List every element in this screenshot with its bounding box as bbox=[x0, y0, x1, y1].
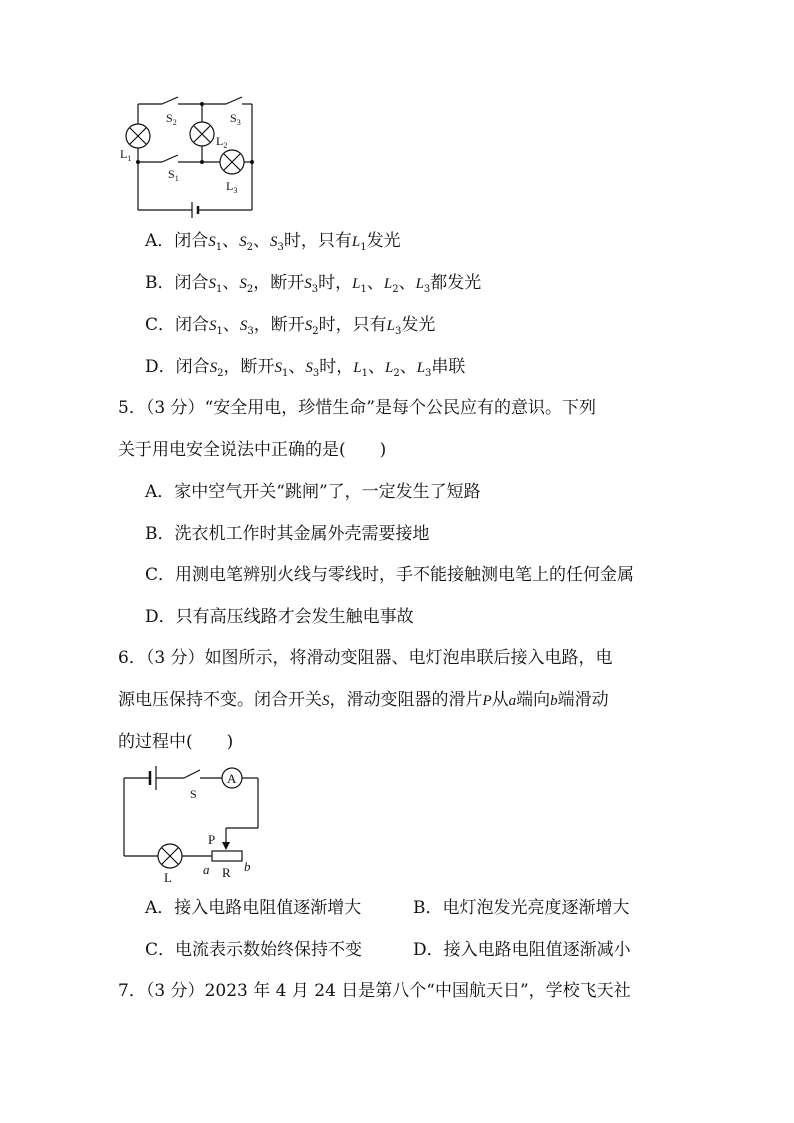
lamp-l bbox=[158, 844, 182, 868]
q7-score: （3 分） bbox=[145, 981, 205, 1001]
label-s2: $S_2$ bbox=[166, 111, 177, 127]
lamp-l2 bbox=[190, 122, 214, 146]
q4-option-d: D．闭合$S_2$，断开$S_1$、$S_3$时，$L_1$、$L_2$、$L_3$串联 bbox=[145, 357, 466, 379]
q6-option-d: D．接入电路电阻值逐渐减小 bbox=[413, 940, 631, 960]
q6-number: 6． bbox=[118, 648, 146, 668]
svg-text:A: A bbox=[227, 771, 237, 786]
q5-option-a: A．家中空气开关“跳闸”了，一定发生了短路 bbox=[145, 482, 481, 502]
label-r: R bbox=[222, 865, 231, 880]
rheostat bbox=[212, 851, 242, 861]
q5-stem-line1: 5．（3 分）“安全用电，珍惜生命”是每个公民应有的意识。下列 bbox=[118, 398, 596, 418]
label-s1: $S_1$ bbox=[168, 167, 179, 183]
q6-option-a: A．接入电路电阻值逐渐增大 bbox=[145, 898, 362, 918]
label-s3: $S_3$ bbox=[230, 111, 241, 127]
q5-option-d: D．只有高压线路才会发生触电事故 bbox=[145, 607, 414, 627]
label-l3: $L_3$ bbox=[226, 179, 238, 195]
ammeter bbox=[222, 768, 242, 788]
switch-s bbox=[184, 770, 200, 778]
q6-stem-line3: 的过程中( ) bbox=[118, 732, 234, 752]
q5-number: 5． bbox=[118, 398, 146, 418]
label-s: S bbox=[190, 787, 197, 801]
q4-option-c: C．闭合$S_1$、$S_3$，断开$S_2$时，只有$L_3$发光 bbox=[145, 315, 436, 337]
label-l: L bbox=[164, 870, 172, 885]
q5-option-c: C．用测电笔辨别火线与零线时，手不能接触测电笔上的任何金属 bbox=[145, 565, 635, 585]
q6-score: （3 分） bbox=[145, 648, 205, 668]
q6-stem-line2: 源电压保持不变。闭合开关S，滑动变阻器的滑片P从a端向b端滑动 bbox=[118, 690, 609, 710]
battery-2 bbox=[150, 766, 156, 790]
label-b: b bbox=[244, 859, 251, 874]
q5-score: （3 分） bbox=[145, 398, 205, 418]
label-l2: $L_2$ bbox=[216, 134, 228, 150]
q4-option-a: A．闭合$S_1$、$S_2$、$S_3$时，只有$L_1$发光 bbox=[145, 231, 401, 253]
q7-stem-line1: 7．（3 分）2023 年 4 月 24 日是第八个“中国航天日”，学校飞天社 bbox=[118, 981, 631, 1001]
q7-number: 7． bbox=[118, 981, 146, 1001]
label-l1: $L_1$ bbox=[120, 147, 132, 163]
label-p: P bbox=[208, 832, 216, 847]
battery bbox=[192, 202, 198, 218]
circuit-diagram-2 bbox=[0, 760, 794, 890]
q6-option-b: B．电灯泡发光亮度逐渐增大 bbox=[413, 898, 630, 918]
switch-s3 bbox=[226, 97, 242, 104]
slider-arrow bbox=[222, 842, 230, 850]
switch-s2 bbox=[162, 97, 178, 104]
switch-s1 bbox=[162, 155, 178, 162]
q4-option-b: B．闭合$S_1$、$S_2$，断开$S_3$时，$L_1$、$L_2$、$L_3$都发光 bbox=[145, 273, 482, 295]
circuit-diagram-1 bbox=[0, 0, 794, 230]
q5-stem-line2: 关于用电安全说法中正确的是( ) bbox=[118, 440, 387, 460]
q6-option-c: C．电流表示数始终保持不变 bbox=[145, 940, 363, 960]
q5-option-b: B．洗衣机工作时其金属外壳需要接地 bbox=[145, 524, 430, 544]
label-a: a bbox=[203, 862, 210, 877]
lamp-l3 bbox=[220, 150, 244, 174]
lamp-l1 bbox=[126, 124, 150, 148]
q6-stem-line1: 6．（3 分）如图所示，将滑动变阻器、电灯泡串联后接入电路，电 bbox=[118, 648, 613, 668]
